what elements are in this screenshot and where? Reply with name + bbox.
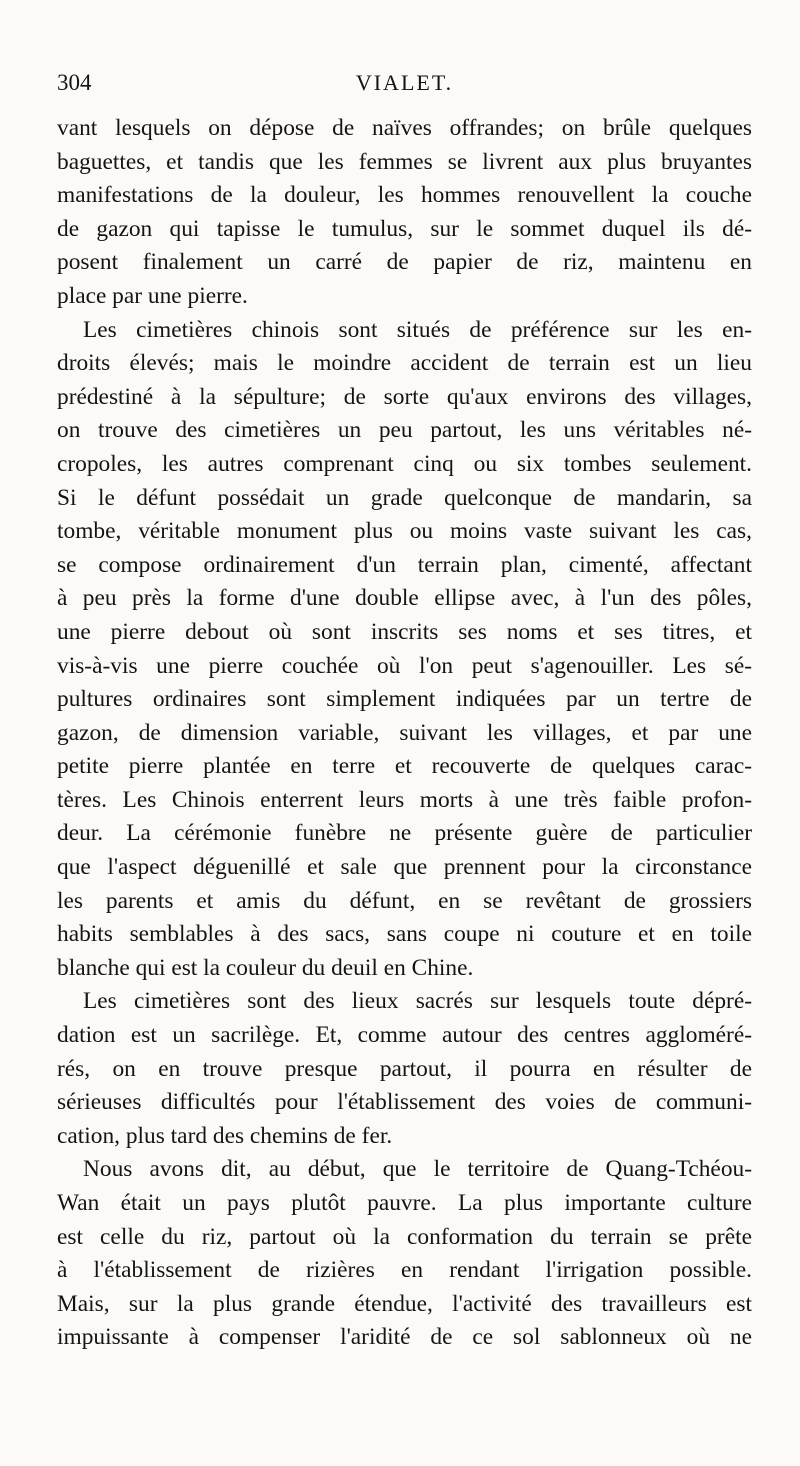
text-line: prédestiné à la sépulture; de sorte qu'aux environs des villages, — [57, 383, 752, 410]
page-header — [57, 70, 752, 104]
text-line: Si le défunt possédait un grade quelconque de mandarin, sa — [57, 484, 752, 511]
text-line: Les cimetières chinois sont situés de préférence sur les en- — [83, 316, 752, 343]
text-line: blanche qui est la couleur du deuil en Chine. — [57, 954, 474, 981]
body-text — [57, 112, 752, 1355]
text-line: une pierre debout où sont inscrits ses noms et ses titres, et — [57, 618, 752, 645]
text-line: petite pierre plantée en terre et recouverte de quelques carac- — [57, 753, 752, 780]
text-line: place par une pierre. — [57, 282, 248, 309]
text-line: Mais, sur la plus grande étendue, l'activité des travailleurs est — [57, 1290, 752, 1317]
text-line: cropoles, les autres comprenant cinq ou six tombes seulement. — [57, 450, 752, 477]
text-line: rés, on en trouve presque partout, il pourra en résulter de — [57, 1055, 752, 1082]
text-line: tombe, véritable monument plus ou moins vaste suivant les cas, — [57, 518, 752, 545]
running-head: VIALET. — [355, 70, 454, 95]
text-line: habits semblables à des sacs, sans coupe ni couture et en toile — [57, 921, 752, 948]
text-line: pultures ordinaires sont simplement indiquées par un tertre de — [57, 686, 752, 713]
text-line: est celle du riz, partout où la conformation du terrain se prête — [57, 1223, 752, 1250]
text-line: posent finalement un carré de papier de riz, maintenu en — [57, 249, 752, 276]
text-line: tères. Les Chinois enterrent leurs morts à une très faible profon- — [57, 786, 752, 813]
text-line: se compose ordinairement d'un terrain plan, cimenté, affectant — [57, 551, 752, 578]
text-line: que l'aspect déguenillé et sale que prennent pour la circonstance — [57, 854, 752, 881]
text-line: gazon, de dimension variable, suivant les villages, et par une — [57, 719, 752, 746]
text-line: manifestations de la douleur, les hommes renouvellent la couche — [57, 182, 752, 209]
text-line: dation est un sacrilège. Et, comme autour des centres aggloméré- — [57, 1022, 752, 1049]
text-line: baguettes, et tandis que les femmes se livrent aux plus bruyantes — [57, 148, 752, 175]
text-line: droits élevés; mais le moindre accident de terrain est un lieu — [57, 350, 752, 377]
text-line: Wan était un pays plutôt pauvre. La plus importante culture — [57, 1190, 752, 1216]
text-line: à peu près la forme d'une double ellipse avec, à l'un des pôles, — [57, 585, 752, 612]
text-line: vis-à-vis une pierre couchée où l'on peut s'agenouiller. Les sé- — [57, 652, 752, 679]
text-line: sérieuses difficultés pour l'établissement des voies de communi- — [57, 1089, 752, 1116]
text-line: les parents et amis du défunt, en se revêtant de grossiers — [57, 887, 752, 914]
text-line: cation, plus tard des chemins de fer. — [57, 1122, 393, 1149]
text-line: Les cimetières sont des lieux sacrés sur lesquels toute dépré- — [83, 988, 752, 1015]
text-line: à l'établissement de rizières en rendant l'irrigation possible. — [57, 1257, 752, 1284]
text-line: on trouve des cimetières un peu partout, les uns véritables né- — [57, 417, 752, 444]
text-line: Nous avons dit, au début, que le territoire de Quang-Tchéou- — [83, 1156, 752, 1183]
text-line: impuissante à compenser l'aridité de ce sol sablonneux où ne — [57, 1324, 752, 1351]
text-line: de gazon qui tapisse le tumulus, sur le sommet duquel ils dé- — [57, 215, 752, 242]
page-number: 304 — [57, 70, 92, 95]
text-line: vant lesquels on dépose de naïves offrandes; on brûle quelques — [57, 115, 752, 141]
text-line: deur. La cérémonie funèbre ne présente guère de particulier — [57, 820, 752, 847]
